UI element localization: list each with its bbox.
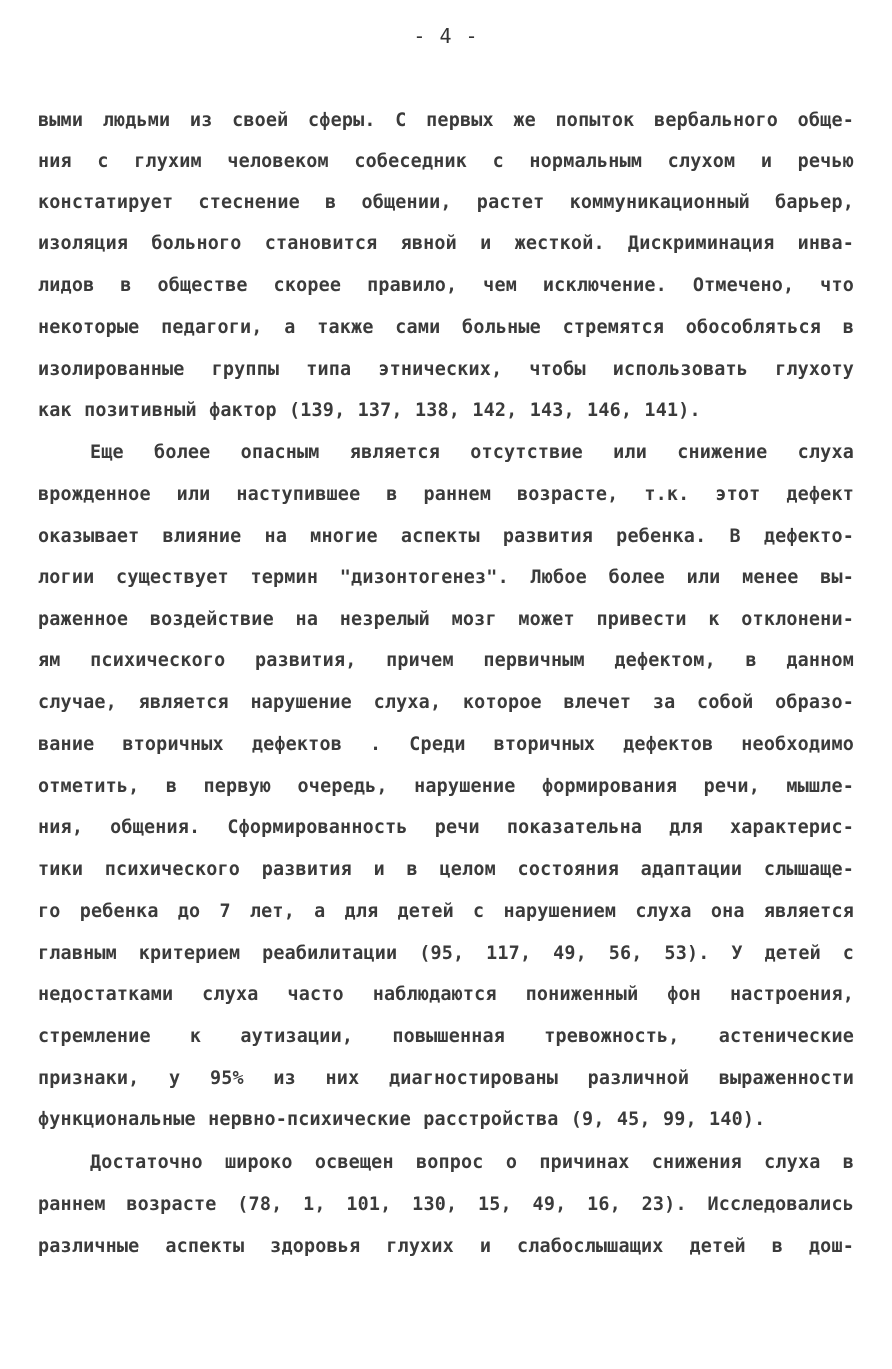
text-line: стремление к аутизации, повышенная тревожность, астенические xyxy=(38,1026,854,1047)
text-line: главным критерием реабилитации (95, 117, 49, 56, 53). У детей с xyxy=(38,943,854,964)
text-line: констатирует стеснение в общении, растет коммуникационный барьер, xyxy=(38,192,854,213)
text-line: как позитивный фактор (139, 137, 138, 142, 143, 146, 141). xyxy=(38,400,701,421)
page-number: - 4 - xyxy=(413,24,479,48)
text-line: ния, общения. Сформированность речи показательна для характерис- xyxy=(38,817,854,838)
text-line: отметить, в первую очередь, нарушение формирования речи, мышле- xyxy=(38,776,854,797)
text-line: выми людьми из своей сферы. С первых же попыток вербального обще- xyxy=(38,110,854,131)
text-line: врожденное или наступившее в раннем возрасте, т.к. этот дефект xyxy=(38,484,854,505)
text-line: недостатками слуха часто наблюдаются пониженный фон настроения, xyxy=(38,984,854,1005)
text-line: лидов в обществе скорее правило, чем исключение. Отмечено, что xyxy=(38,275,854,296)
text-line: вание вторичных дефектов . Среди вторичных дефектов необходимо xyxy=(38,734,854,755)
text-line: го ребенка до 7 лет, а для детей с нарушением слуха она является xyxy=(38,901,854,922)
text-line: признаки, у 95% из них диагностированы различной выраженности xyxy=(38,1068,854,1089)
text-line: ния с глухим человеком собеседник с нормальным слухом и речью xyxy=(38,151,854,172)
text-line: логии существует термин "дизонтогенез". Любое более или менее вы- xyxy=(38,567,854,588)
text-line: случае, является нарушение слуха, которое влечет за собой образо- xyxy=(38,692,854,713)
text-line: ям психического развития, причем первичным дефектом, в данном xyxy=(38,650,854,671)
text-line: различные аспекты здоровья глухих и слабослышащих детей в дош- xyxy=(38,1236,854,1257)
text-line: изоляция больного становится явной и жесткой. Дискриминация инва- xyxy=(38,233,854,254)
text-line: некоторые педагоги, а также сами больные стремятся обособляться в xyxy=(38,317,854,338)
text-line: оказывает влияние на многие аспекты развития ребенка. В дефекто- xyxy=(38,526,854,547)
text-line: изолированные группы типа этнических, чтобы использовать глухоту xyxy=(38,359,854,380)
text-line: тики психического развития и в целом состояния адаптации слышаще- xyxy=(38,859,854,880)
paragraph-first-line: Еще более опасным является отсутствие или снижение слуха xyxy=(90,442,854,463)
text-line: раженное воздействие на незрелый мозг может привести к отклонени- xyxy=(38,609,854,630)
text-line: раннем возрасте (78, 1, 101, 130, 15, 49, 16, 23). Исследовались xyxy=(38,1194,854,1215)
paragraph-first-line: Достаточно широко освещен вопрос о причинах снижения слуха в xyxy=(90,1152,854,1173)
text-line: функциональные нервно-психические расстройства (9, 45, 99, 140). xyxy=(38,1109,766,1130)
